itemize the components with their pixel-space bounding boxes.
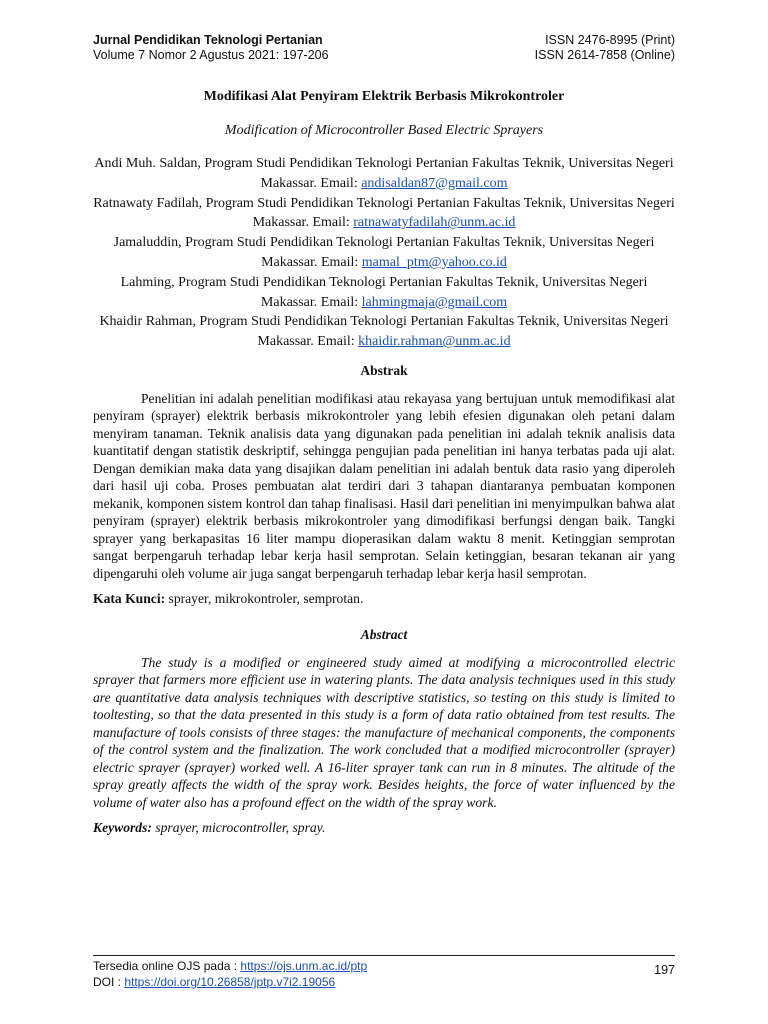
- author-affiliation: Andi Muh. Saldan, Program Studi Pendidikan Teknologi Pertanian Fakultas Teknik, Universitas Negeri Makassar. Email:: [94, 156, 674, 191]
- author-email-link[interactable]: mamal_ptm@yahoo.co.id: [361, 254, 507, 270]
- abstract-heading: Abstract: [360, 626, 408, 642]
- paper-title: Modifikasi Alat Penyiram Elektrik Berbasis Mikrokontroler: [203, 89, 565, 104]
- abstract-body: The study is a modified or engineered study aimed at modifying a microcontrolled electric sprayer that farmers more efficient use in watering plants. The data analysis techniques used in this study are quantitative data analysis techniques with descriptive statistics, so testing on this study is limited to tooltesting, so that the data presented in this study is a form of data ratio obtained from test results. The manufacture of tools consists of three stages: the manufacture of mechanical components, the components of the control system and the finalization. The work concluded that a modified microcontroller (sprayer) electric sprayer (sprayer) worked well. A 16-liter sprayer tank can run in 8 minutes. The altitude of the spray greatly affects the width of the spray work. Besides heights, the force of water influenced by the volume of water also has a profound effect on the width of the spray work.: [93, 654, 675, 810]
- running-header: [93, 33, 675, 63]
- paper-title-english: Modification of Microcontroller Based Electric Sprayers: [224, 123, 544, 138]
- abstrak-body: Penelitian ini adalah penelitian modifikasi atau rekayasa yang bertujuan untuk memodifikasi alat penyiram (sprayer) elektrik berbasis mikrokontroler yang lebih efesien digunakan oleh petani dalam menyiram tanaman. Teknik analisis data yang digunakan pada penelitian ini adalah teknik analisis data kuantitatif dengan statistik deskriptif, sehingga pengujian pada penelitian ini hanya terbatas pada uji alat. Dengan demikian maka data yang disajikan dalam penelitian ini adalah bentuk data rasio yang diperoleh dari hasil uji coba. Proses pembuatan alat terdiri dari 3 tahapan diantaranya pembuatan komponen mekanik, komponen sistem kontrol dan tahap finalisasi. Hasil dari penelitian ini menyimpulkan bahwa alat penyiram (sprayer) elektrik berbasis mikrokontroler yang dimodifikasi berfungsi dengan baik. Tangki sprayer yang berkapasitas 16 liter mampu dioperasikan dalam waktu 8 menit. Ketinggian semprotan sangat berpengaruh terhadap lebar kerja hasil semprotan. Selain ketinggian, besaran tekanan air yang dipengaruhi oleh volume air juga sangat berpengaruh terhadap lebar kerja hasil semprotan.: [93, 390, 675, 581]
- doi-label: DOI :: [93, 975, 125, 989]
- doi-line: [93, 974, 675, 990]
- keywords-values: sprayer, microcontroller, spray.: [155, 820, 326, 836]
- author-email-link[interactable]: lahmingmaja@gmail.com: [361, 294, 508, 310]
- author-affiliation: Ratnawaty Fadilah, Program Studi Pendidikan Teknologi Pertanian Fakultas Teknik, Universitas Negeri Makassar. Email:: [93, 195, 675, 231]
- author-email-link[interactable]: ratnawatyfadilah@unm.ac.id: [353, 215, 516, 231]
- article-content: [93, 88, 675, 837]
- page-number: 197: [654, 963, 675, 977]
- journal-name: Jurnal Pendidikan Teknologi Pertanian: [93, 33, 323, 47]
- kata-kunci-values: sprayer, mikrokontroler, semprotan.: [168, 591, 364, 607]
- author-list: [93, 154, 675, 352]
- author-email-link[interactable]: khaidir.rahman@unm.ac.id: [358, 334, 511, 350]
- doi-link[interactable]: https://doi.org/10.26858/jptp.v7i2.19056: [124, 975, 336, 989]
- abstrak-heading: Abstrak: [360, 362, 408, 378]
- keywords-label: Keywords:: [93, 820, 152, 836]
- author-entry: [93, 233, 675, 273]
- author-affiliation: Lahming, Program Studi Pendidikan Teknologi Pertanian Fakultas Teknik, Universitas Negeri Makassar. Email:: [120, 274, 648, 310]
- ojs-label: Tersedia online OJS pada :: [93, 959, 241, 973]
- author-entry: [93, 194, 675, 234]
- keywords: [93, 819, 675, 837]
- author-affiliation: Jamaluddin, Program Studi Pendidikan Teknologi Pertanian Fakultas Teknik, Universitas Negeri Makassar. Email:: [113, 235, 655, 270]
- ojs-line: [93, 958, 675, 974]
- ojs-link[interactable]: https://ojs.unm.ac.id/ptp: [240, 959, 368, 973]
- footer-divider: [93, 955, 675, 956]
- kata-kunci: [93, 590, 675, 608]
- page-footer: [93, 958, 675, 990]
- author-entry: [93, 312, 675, 352]
- author-affiliation: Khaidir Rahman, Program Studi Pendidikan Teknologi Pertanian Fakultas Teknik, Universitas Negeri Makassar. Email:: [99, 314, 669, 350]
- kata-kunci-label: Kata Kunci:: [93, 591, 166, 607]
- volume-info: Volume 7 Nomor 2 Agustus 2021: 197-206: [93, 48, 329, 62]
- issn-online: ISSN 2614-7858 (Online): [534, 48, 675, 62]
- author-entry: [93, 154, 675, 194]
- author-email-link[interactable]: andisaldan87@gmail.com: [361, 175, 508, 191]
- issn-print: ISSN 2476-8995 (Print): [545, 33, 675, 47]
- author-entry: [93, 273, 675, 313]
